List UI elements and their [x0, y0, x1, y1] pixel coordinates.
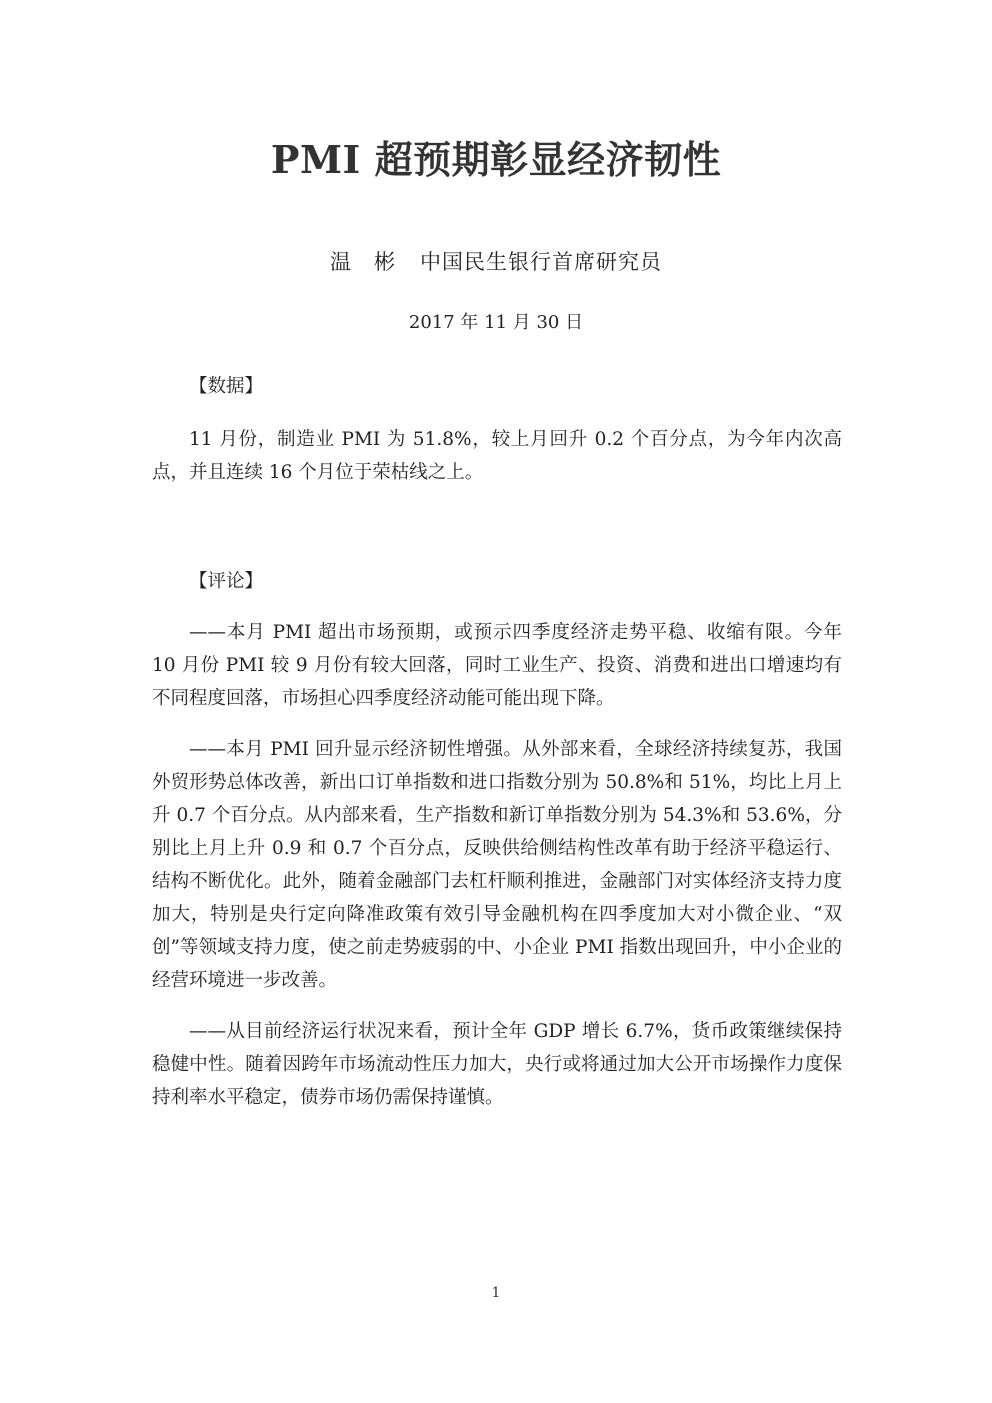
- author-name: 温 彬: [330, 250, 396, 274]
- byline: [0, 246, 992, 278]
- section-data-heading-wrap: [152, 370, 842, 403]
- page-number: 1: [491, 1285, 501, 1301]
- comment-paragraph-1: ——本月 PMI 超出市场预期，或预示四季度经济走势平稳、收缩有限。今年 10 月份 PMI 较 9 月份有较大回落，同时工业生产、投资、消费和进出口增速均有不同程度回落，市场担心四季度经济动能可能出现下降。: [152, 622, 842, 709]
- author-affiliation: 中国民生银行首席研究员: [420, 250, 662, 274]
- section-comment-heading-wrap: [152, 565, 842, 598]
- section-data-body: [152, 423, 842, 507]
- comment-paragraph-2: ——本月 PMI 回升显示经济韧性增强。从外部来看，全球经济持续复苏，我国外贸形势总体改善，新出口订单指数和进口指数分别为 50.8%和 51%，均比上月上升 0.7 个百分点。从内部来看，生产指数和新订单指数分别为 54.3%和 53.6%，分别比上月上升 0.9 和 0.7 个百分点，反映供给侧结构性改革有助于经济平稳运行、结构不断优化。此外，随着金融部门去杠杆顺利推进，金融部门对实体经济支持力度加大，特别是央行定向降准政策有效引导金融机构在四季度加大对小微企业、“双创”等领域支持力度，使之前走势疲弱的中、小企业 PMI 指数出现回升，中小企业的经营环境进一步改善。: [152, 739, 842, 991]
- comment-paragraph-3: ——从目前经济运行状况来看，预计全年 GDP 增长 6.7%，货币政策继续保持稳健中性。随着因跨年市场流动性压力加大，央行或将通过加大公开市场操作力度保持利率水平稳定，债券市场仍需保持谨慎。: [152, 1021, 842, 1108]
- section-data-paragraph: 11 月份，制造业 PMI 为 51.8%，较上月回升 0.2 个百分点，为今年内次高点，并且连续 16 个月位于荣枯线之上。: [152, 429, 842, 483]
- document-title: PMI 超预期彰显经济韧性: [270, 137, 722, 182]
- section-comment-heading: 【评论】: [189, 571, 264, 592]
- publication-date: 2017 年 11 月 30 日: [408, 312, 584, 333]
- section-comment-body: [152, 616, 842, 1132]
- section-data-heading: 【数据】: [189, 376, 264, 397]
